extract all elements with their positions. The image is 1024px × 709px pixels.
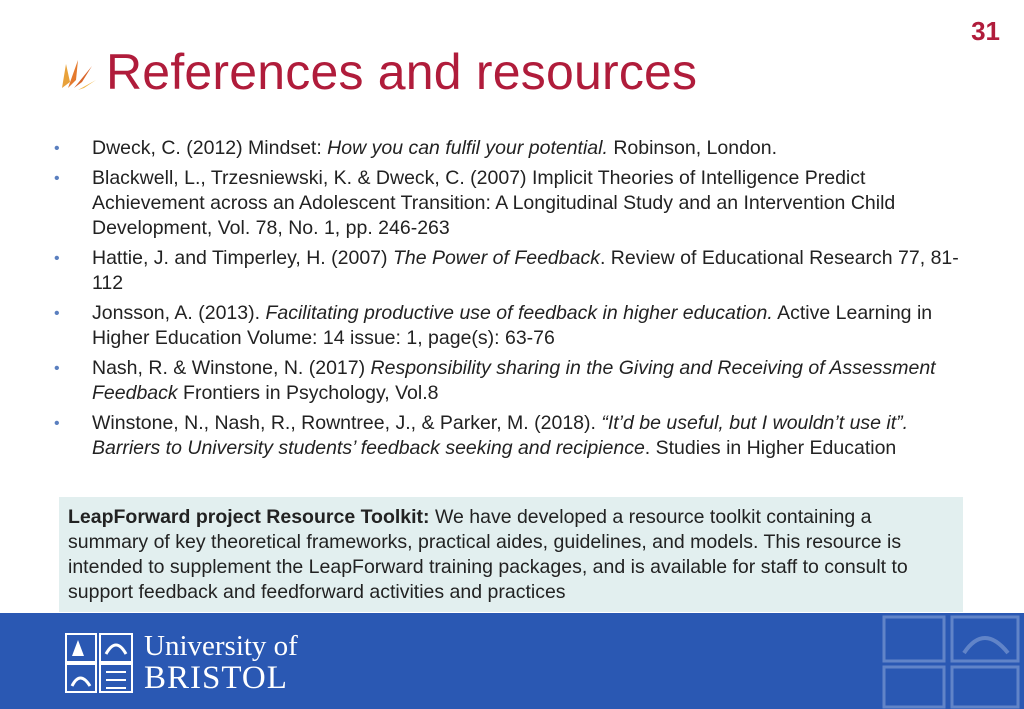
reference-item [54,301,974,351]
reference-title: “It’d be useful, but I wouldn’t use it”. Barriers to University students’ feedback seeking and recipience [92,412,909,459]
bullet-icon: • [54,305,60,322]
reference-text: Winstone, N., Nash, R., Rowntree, J., & Parker, M. (2018). [92,412,602,434]
reference-item [54,246,974,296]
page-title: References and resources [106,44,698,100]
title-row [58,42,697,102]
reference-text: Frontiers in Psychology, Vol.8 [177,382,439,404]
reference-text: Jonsson, A. (2013). [92,302,266,324]
bullet-icon: • [54,140,60,157]
page-number: 31 [971,16,1000,46]
logo-line1: University of [144,630,298,662]
reference-text: Nash, R. & Winstone, N. (2017) [92,357,371,379]
toolkit-body: We have developed a resource toolkit containing a summary of key theoretical frameworks, practical aides, guidelines, and models. This resource is intended to supplement the LeapForward training packages, and is available for staff to consult to support feedback and feedforward activities and practices [68,506,908,603]
toolkit-heading: LeapForward project Resource Toolkit: [68,506,430,528]
reference-text: . Review of Educational Research 77, 81-112 [92,247,959,294]
reference-text: Hattie, J. and Timperley, H. (2007) [92,247,393,269]
reference-title: How you can fulfil your potential. [327,137,608,159]
toolkit-box [59,497,963,612]
reference-item [54,166,974,241]
reference-list [54,136,974,466]
bullet-icon: • [54,250,60,267]
reference-text: Robinson, London. [607,137,778,159]
reference-title: Facilitating productive use of feedback in higher education. [265,302,773,324]
reference-item [54,411,974,461]
bullet-icon: • [54,360,60,377]
crest-watermark-icon [874,613,1024,709]
reference-title: The Power of Feedback [392,247,600,269]
bullet-icon: • [54,170,60,187]
reference-text: Active Learning in Higher Education Volume: 14 issue: 1, page(s): 63-76 [92,302,933,349]
reference-text: . Studies in Higher Education [644,437,897,459]
reference-title: Responsibility sharing in the Giving and Receiving of Assessment Feedback [92,357,936,404]
reference-item [54,356,974,406]
reference-text: Dweck, C. (2012) Mindset: [92,137,328,159]
reference-text: Blackwell, L., Trzesniewski, K. & Dweck, C. (2007) Implicit Theories of Intelligence Predict Achievement across an Adolescent Transition: A Longitudinal Study and an Intervention Child Development, Vol. 78, No. 1, pp. 246-263 [92,167,896,239]
footer-bar [0,613,1024,709]
logo-line2: BRISTOL [144,660,288,696]
university-logo [64,631,298,695]
flame-leaf-icon [58,52,98,92]
university-crest-icon [64,632,134,694]
reference-item [54,136,974,161]
bullet-icon: • [54,415,60,432]
